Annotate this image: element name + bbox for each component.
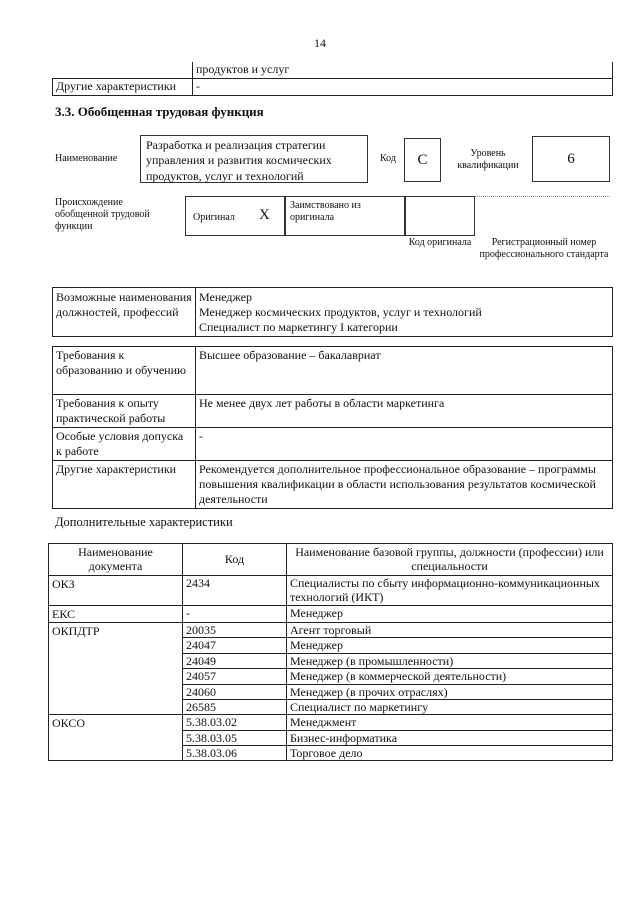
- cell-name: Менеджер: [287, 605, 613, 622]
- cell-name: Менеджер (в коммерческой деятельности): [287, 669, 613, 684]
- function-name-label: Наименование: [55, 153, 118, 164]
- positions-values: [196, 288, 613, 337]
- cell-code: 2434: [183, 575, 287, 605]
- requirement-value: -: [196, 428, 613, 461]
- origin-label: Происхождение обобщенной трудовой функции: [55, 197, 150, 232]
- positions-table: [52, 287, 613, 337]
- requirement-label: Другие характеристики: [53, 461, 196, 509]
- header-name: Наименование базовой группы, должности (профессии) или специальности: [287, 544, 613, 576]
- cell-name: Менеджер: [287, 638, 613, 653]
- table-row: [49, 715, 613, 730]
- table-row: [49, 605, 613, 622]
- additional-table-body: [49, 575, 613, 761]
- cell-code: 5.38.03.02: [183, 715, 287, 730]
- borrowed-cell: [285, 196, 405, 236]
- cell-document: ОКПДТР: [49, 622, 183, 714]
- requirements-table: [52, 346, 613, 509]
- header-document: Наименование документа: [49, 544, 183, 576]
- requirement-label: Особые условия допуска к работе: [53, 428, 196, 461]
- qualification-level-value: 6: [532, 136, 610, 182]
- requirement-label: Требования к образованию и обучению: [53, 347, 196, 395]
- positions-label: Возможные наименования должностей, профессий: [53, 288, 196, 337]
- table-row: [49, 622, 613, 637]
- cell-document: ОКЗ: [49, 575, 183, 605]
- reg-number-caption: Регистрационный номер профессионального стандарта: [479, 237, 609, 260]
- top-table-row1-value: продуктов и услуг: [193, 62, 613, 79]
- position-item: Менеджер: [199, 290, 252, 304]
- function-code-label: Код: [380, 153, 396, 164]
- top-table: [52, 62, 613, 96]
- additional-title: Дополнительные характеристики: [55, 515, 233, 529]
- requirement-value: Высшее образование – бакалавриат: [196, 347, 613, 395]
- top-table-empty-cell: [53, 62, 193, 79]
- cell-name: Агент торговый: [287, 622, 613, 637]
- requirement-label: Требования к опыту практической работы: [53, 395, 196, 428]
- additional-table: [48, 543, 613, 761]
- section-title: 3.3. Обобщенная трудовая функция: [55, 104, 264, 119]
- top-table-row2-label: Другие характеристики: [53, 79, 193, 96]
- cell-name: Специалист по маркетингу: [287, 699, 613, 714]
- cell-document: ОКСО: [49, 715, 183, 761]
- cell-code: 26585: [183, 699, 287, 714]
- table-row: [49, 575, 613, 605]
- cell-name: Торговое дело: [287, 746, 613, 761]
- cell-code: 24047: [183, 638, 287, 653]
- borrowed-label: Заимствовано из оригинала: [290, 200, 361, 223]
- original-code-caption: Код оригинала: [408, 237, 472, 248]
- cell-code: 24060: [183, 684, 287, 699]
- position-item: Менеджер космических продуктов, услуг и технологий: [199, 305, 482, 319]
- cell-code: 24049: [183, 653, 287, 668]
- function-name-value: Разработка и реализация стратегии управления и развития космических продуктов, услуг и технологий: [140, 135, 368, 183]
- top-table-row2-value: -: [193, 79, 613, 96]
- cell-code: 24057: [183, 669, 287, 684]
- function-code-value: C: [404, 138, 441, 182]
- page-number: 14: [314, 36, 326, 50]
- cell-name: Специалисты по сбыту информационно-коммуникационных технологий (ИКТ): [287, 575, 613, 605]
- reg-number-cell: [475, 196, 610, 197]
- original-code-cell: [405, 196, 475, 236]
- original-label: Оригинал: [193, 212, 235, 223]
- cell-code: 5.38.03.05: [183, 730, 287, 745]
- cell-code: 5.38.03.06: [183, 746, 287, 761]
- header-code: Код: [183, 544, 287, 576]
- cell-code: -: [183, 605, 287, 622]
- cell-code: 20035: [183, 622, 287, 637]
- cell-name: Менеджмент: [287, 715, 613, 730]
- cell-name: Менеджер (в прочих отраслях): [287, 684, 613, 699]
- cell-name: Бизнес-информатика: [287, 730, 613, 745]
- qualification-level-label: Уровень квалификации: [457, 148, 519, 171]
- original-mark: X: [259, 207, 270, 223]
- requirement-value: Рекомендуется дополнительное профессиональное образование – программы повышения квалификации в области использования результатов космической деятельности: [196, 461, 613, 509]
- cell-name: Менеджер (в промышленности): [287, 653, 613, 668]
- cell-document: ЕКС: [49, 605, 183, 622]
- requirement-value: Не менее двух лет работы в области маркетинга: [196, 395, 613, 428]
- position-item: Специалист по маркетингу I категории: [199, 320, 398, 334]
